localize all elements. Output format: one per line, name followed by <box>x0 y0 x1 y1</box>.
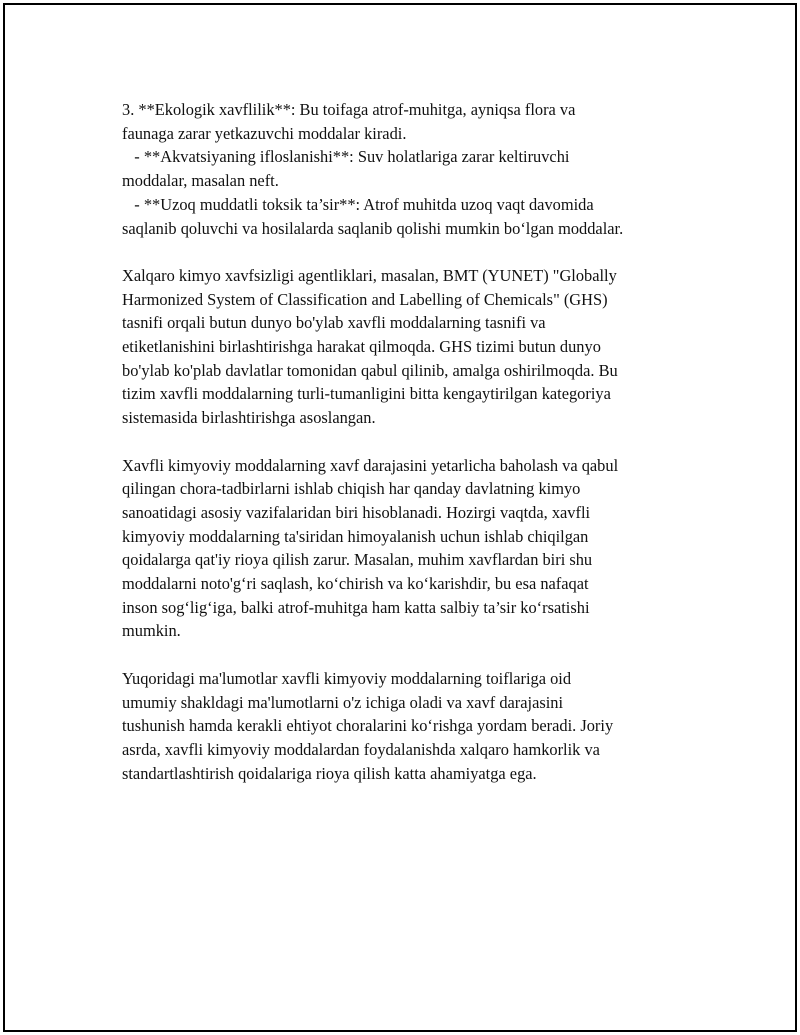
text-line: tizim xavfli moddalarning turli-tumanligini bitta kengaytirilgan kategoriya <box>122 384 611 404</box>
paragraph-ghs <box>122 264 722 430</box>
text-line: qilingan chora-tadbirlarni ishlab chiqish har qanday davlatning kimyo <box>122 479 581 499</box>
text-line: inson sog‘lig‘iga, balki atrof-muhitga ham katta salbiy ta’sir ko‘rsatishi <box>122 597 590 617</box>
paragraph-risk-assessment <box>122 454 722 644</box>
text-line: - **Uzoq muddatli toksik ta’sir**: Atrof muhitda uzoq vaqt davomida <box>122 194 594 214</box>
page-frame <box>3 3 797 1032</box>
text-line: etiketlanishini birlashtirishga harakat qilmoqda. GHS tizimi butun dunyo <box>122 337 601 357</box>
text-line: Yuqoridagi ma'lumotlar xavfli kimyoviy moddalarning toiflariga oid <box>122 668 572 688</box>
paragraph-conclusion <box>122 667 722 786</box>
text-line: moddalar, masalan neft. <box>122 171 279 191</box>
text-line: faunaga zarar yetkazuvchi moddalar kiradi. <box>122 123 407 143</box>
text-line: standartlashtirish qoidalariga rioya qilish katta ahamiyatga ega. <box>122 763 537 783</box>
text-line: kimyoviy moddalarning ta'siridan himoyalanish uchun ishlab chiqilgan <box>122 526 589 546</box>
paragraph-ecological-hazard <box>122 98 722 240</box>
text-line: qoidalarga qat'iy rioya qilish zarur. Masalan, muhim xavflardan biri shu <box>122 550 593 570</box>
text-line: mumkin. <box>122 621 181 641</box>
text-line: tasnifi orqali butun dunyo bo'ylab xavfli moddalarning tasnifi va <box>122 313 546 333</box>
document-body <box>122 98 722 809</box>
text-line: sanoatidagi asosiy vazifalaridan biri hisoblanadi. Hozirgi vaqtda, xavfli <box>122 502 591 522</box>
text-line: saqlanib qoluvchi va hosilalarda saqlanib qolishi mumkin bo‘lgan moddalar. <box>122 218 624 238</box>
text-line: bo'ylab ko'plab davlatlar tomonidan qabul qilinib, amalga oshirilmoqda. Bu <box>122 360 618 380</box>
text-line: - **Akvatsiyaning ifloslanishi**: Suv holatlariga zarar keltiruvchi <box>122 147 570 167</box>
text-line: Xavfli kimyoviy moddalarning xavf darajasini yetarlicha baholash va qabul <box>122 455 619 475</box>
text-line: 3. **Ekologik xavflilik**: Bu toifaga atrof-muhitga, ayniqsa flora va <box>122 100 576 119</box>
text-line: sistemasida birlashtirishga asoslangan. <box>122 408 376 428</box>
text-line: asrda, xavfli kimyoviy moddalardan foydalanishda xalqaro hamkorlik va <box>122 739 600 759</box>
text-line: moddalarni noto'g‘ri saqlash, ko‘chirish va ko‘karishdir, bu esa nafaqat <box>122 574 589 594</box>
text-line: Harmonized System of Classification and Labelling of Chemicals" (GHS) <box>122 289 608 309</box>
text-line: tushunish hamda kerakli ehtiyot choralarini ko‘rishga yordam beradi. Joriy <box>122 716 614 736</box>
text-line: Xalqaro kimyo xavfsizligi agentliklari, masalan, BMT (YUNET) "Globally <box>122 265 617 285</box>
text-line: umumiy shakldagi ma'lumotlarni o'z ichiga oladi va xavf darajasini <box>122 692 564 712</box>
